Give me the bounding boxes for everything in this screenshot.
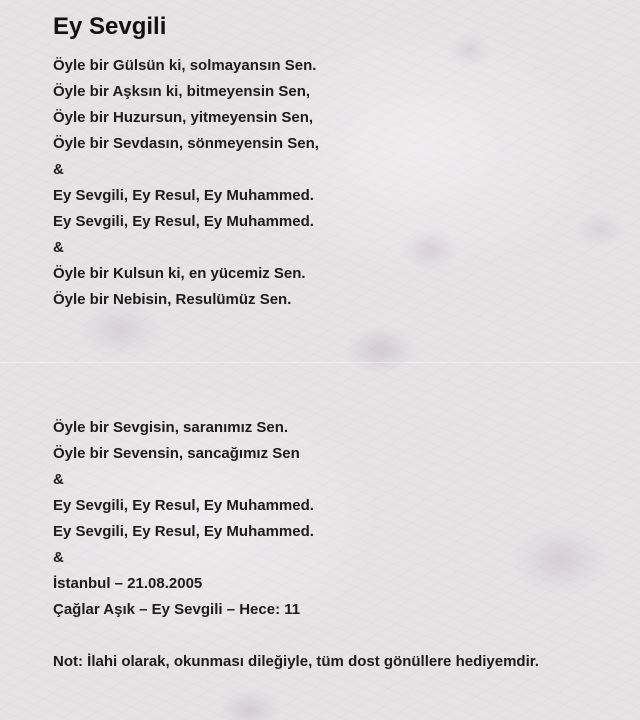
- poem-line: Öyle bir Sevdasın, sönmeyensin Sen,: [53, 135, 319, 152]
- poem-place-date: İstanbul – 21.08.2005: [53, 575, 203, 592]
- poem-separator: &: [53, 239, 64, 256]
- poem-line: Ey Sevgili, Ey Resul, Ey Muhammed.: [53, 213, 314, 230]
- poem-line: Ey Sevgili, Ey Resul, Ey Muhammed.: [53, 523, 314, 540]
- poem-separator: &: [53, 549, 64, 566]
- poem-line: Ey Sevgili, Ey Resul, Ey Muhammed.: [53, 497, 314, 514]
- stanza-2: [53, 415, 628, 623]
- poem-note: Not: İlahi olarak, okunması dileğiyle, tüm dost gönüllere hediyemdir.: [53, 653, 539, 670]
- poem-line: Öyle bir Sevensin, sancağımız Sen: [53, 445, 300, 462]
- note-spacer: [53, 623, 628, 649]
- poem-line: Ey Sevgili, Ey Resul, Ey Muhammed.: [53, 187, 314, 204]
- poem-author-credit: Çağlar Aşık – Ey Sevgili – Hece: 11: [53, 601, 301, 618]
- poem-line: Öyle bir Aşksın ki, bitmeyensin Sen,: [53, 83, 311, 100]
- poem-line: Öyle bir Huzursun, yitmeyensin Sen,: [53, 109, 314, 126]
- poem-line: Öyle bir Sevgisin, saranımız Sen.: [53, 419, 289, 436]
- stanza-1: [53, 53, 628, 313]
- poem-line: Öyle bir Gülsün ki, solmayansın Sen.: [53, 57, 317, 74]
- poem-separator: &: [53, 161, 64, 178]
- poem-line: Öyle bir Nebisin, Resulümüz Sen.: [53, 291, 292, 308]
- stanza-spacer: [53, 313, 628, 415]
- poem-separator: &: [53, 471, 64, 488]
- poem-title: Ey Sevgili: [53, 13, 167, 40]
- poem-container: [53, 11, 628, 675]
- poem-line: Öyle bir Kulsun ki, en yücemiz Sen.: [53, 265, 306, 282]
